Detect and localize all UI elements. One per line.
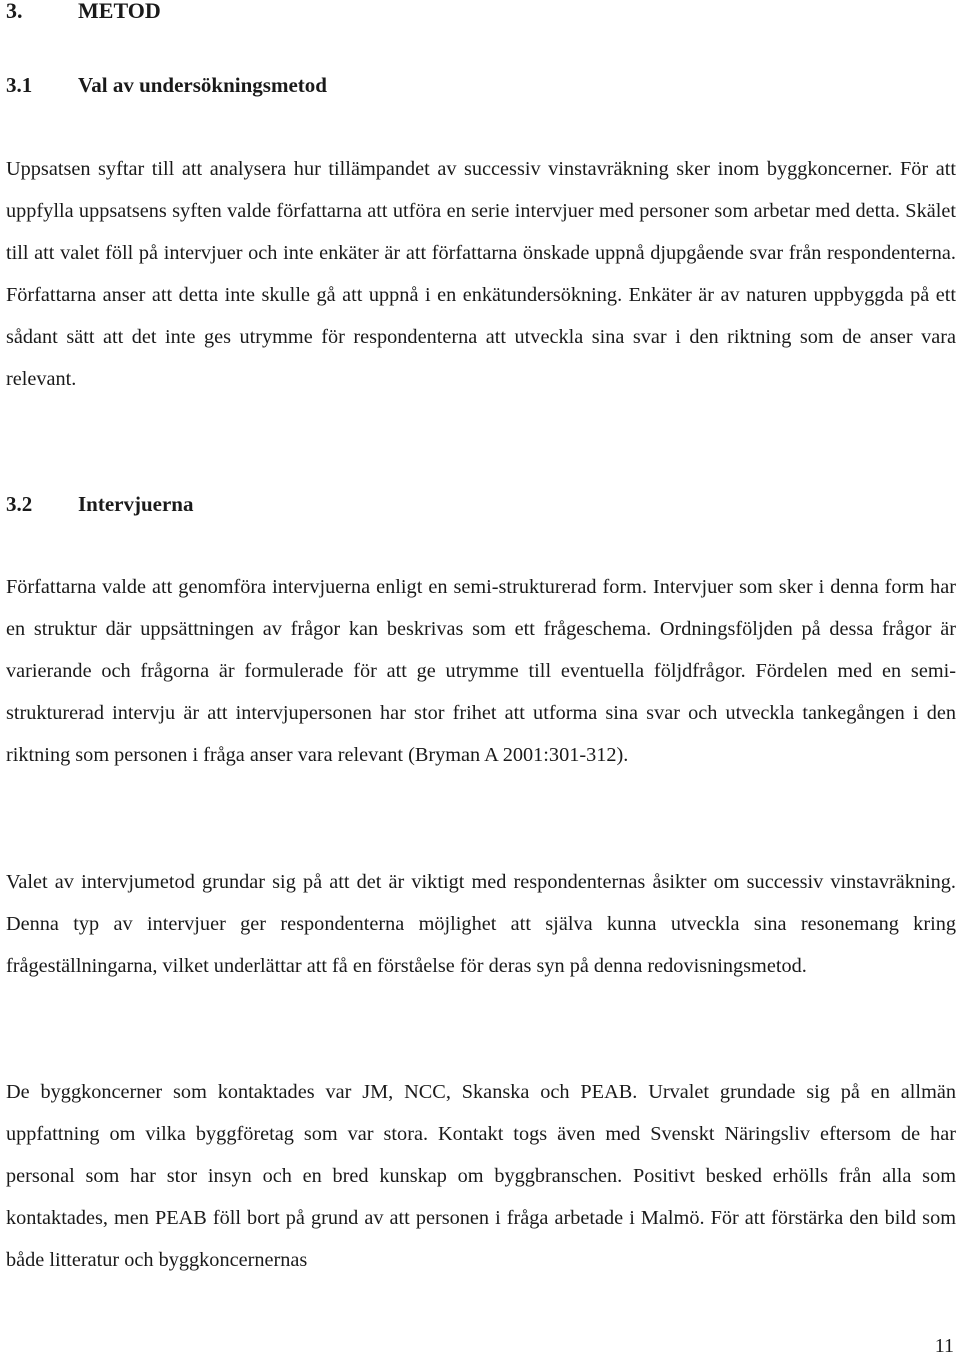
chapter-number: 3. [6,0,23,23]
paragraph-interview-form: Författarna valde att genomföra intervjuerna enligt en semi-strukturerad form. Intervjuer som sker i denna form har en struktur där uppsättningen av frågor kan beskrivas som ett frågeschema. Ordningsföljden på dessa frågor är varierande och frågorna är formulerade för att ge utrymme till eventuella följdfrågor. Fördelen med en semi-strukturerad intervju är att intervjupersonen har stor frihet att utforma sina svar och utveckla tankegången i den riktning som personen i fråga anser vara relevant (Bryman A 2001:301-312). [6,576,956,766]
paragraph-interview-method: Valet av intervjumetod grundar sig på att det är viktigt med respondenternas åsikter om successiv vinstavräkning. Denna typ av intervjuer ger respondenterna möjlighet att själva kunna utveckla sina resonemang kring frågeställningarna, vilket underlättar att få en förståelse för deras syn på denna redovisningsmetod. [6,871,956,977]
section-title: Val av undersökningsmetod [78,73,327,97]
section-title: Intervjuerna [78,492,194,516]
section-number: 3.1 [6,73,33,97]
section-heading-3-2 [6,492,956,516]
paragraph-companies: De byggkoncerner som kontaktades var JM, NCC, Skanska och PEAB. Urvalet grundade sig på en allmän uppfattning om vilka byggföretag som var stora. Kontakt togs även med Svenskt Näringsliv eftersom de har personal som har stor insyn och en bred kunskap om byggbranschen. Positivt besked erhölls från alla som kontaktades, men PEAB föll bort på grund av att personen i fråga arbetade i Malmö. För att förstärka den bild som både litteratur och byggkoncernernas [6,1081,956,1271]
section-number: 3.2 [6,492,33,516]
chapter-heading [6,0,956,22]
chapter-title: METOD [78,0,161,23]
paragraph-method-choice: Uppsatsen syftar till att analysera hur tillämpandet av successiv vinstavräkning sker inom byggkoncerner. För att uppfylla uppsatsens syften valde författarna att utföra en serie intervjuer med personer som arbetar med detta. Skälet till att valet föll på intervjuer och inte enkäter är att författarna önskade uppnå djupgående svar från respondenterna. Författarna anser att detta inte skulle gå att uppnå i en enkätundersökning. Enkäter är av naturen uppbyggda på ett sådant sätt att det inte ges utrymme för respondenterna att utveckla sina svar i den riktning som de anser vara relevant. [6,158,956,390]
page-number: 11 [934,1335,954,1357]
section-heading-3-1 [6,73,956,97]
